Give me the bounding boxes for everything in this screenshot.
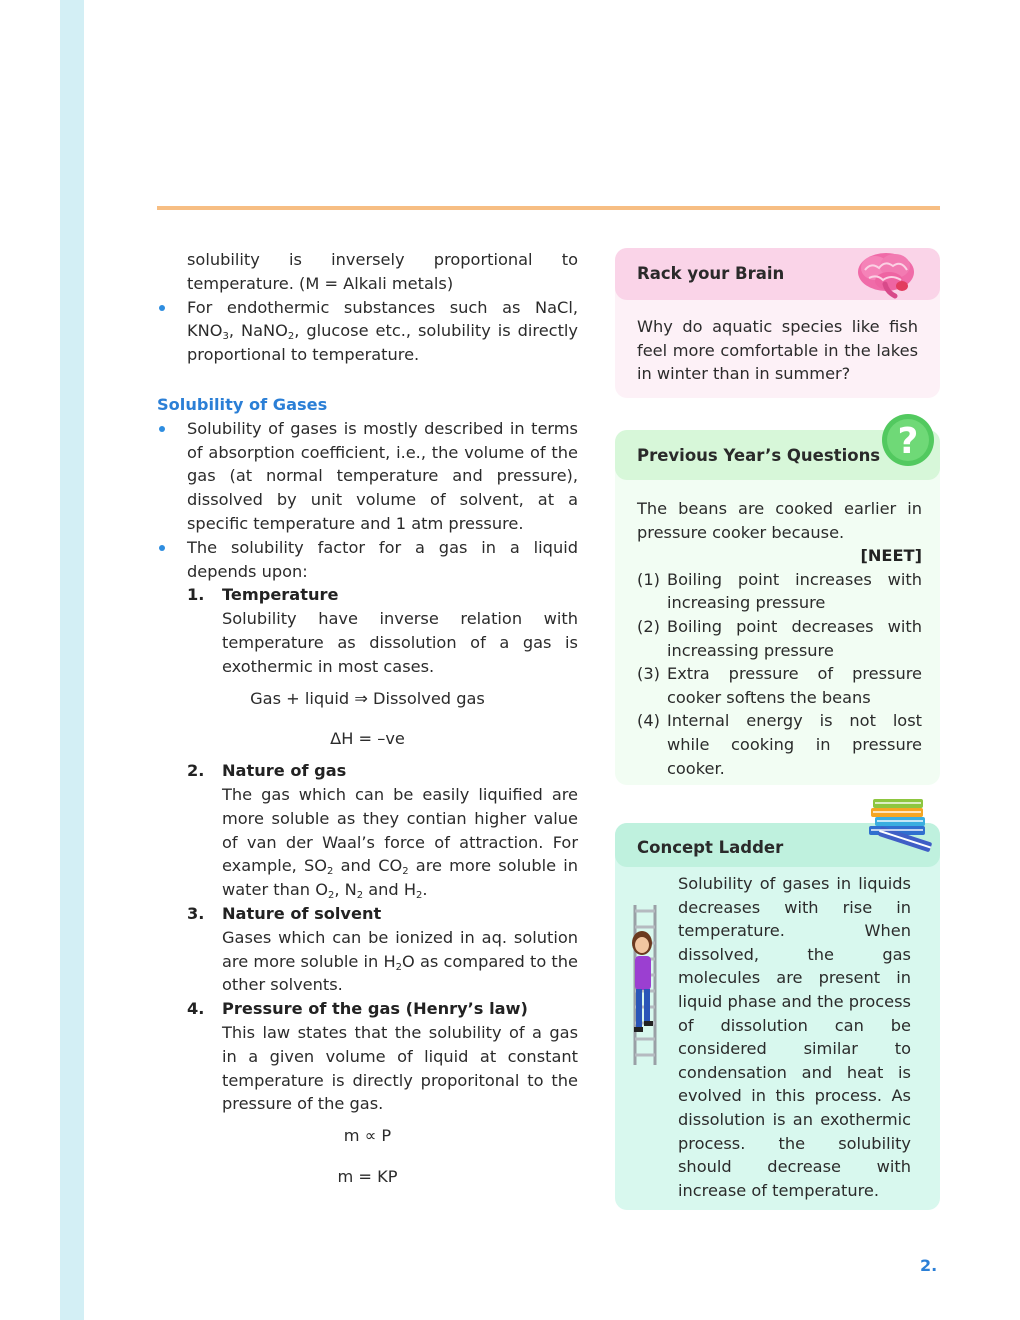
item-heading: Pressure of the gas (Henry’s law) xyxy=(222,999,528,1019)
pyq-title: Previous Year’s Questions xyxy=(637,446,881,465)
item-heading: Nature of gas xyxy=(222,761,347,781)
previous-years-questions-box xyxy=(615,421,940,785)
section-title: Solubility of Gases xyxy=(157,394,328,414)
equation-gas-liquid: Gas + liquid ⇒ Dissolved gas xyxy=(250,688,485,708)
side-strip xyxy=(60,0,84,1320)
item-heading: Temperature xyxy=(222,585,339,605)
top-rule xyxy=(157,206,940,210)
bullet-absorption: Solubility of gases is mostly described in terms of absorption coefficient, i.e., the volume of the gas (at normal temperature and pressure), dissolved by unit volume of solvent, at a specific temperature and 1 atm pressure. xyxy=(157,417,578,536)
bullet-endothermic: For endothermic substances such as NaCl, $KNO_3$, NaNO$_2$, glucose etc., solubility is directly proportional to temperature. xyxy=(157,296,578,367)
rack-your-brain-header xyxy=(615,248,940,300)
girl-climbing-ladder-icon xyxy=(629,901,669,1069)
main-column xyxy=(157,248,578,1189)
concept-ladder-header xyxy=(615,823,940,867)
equation-proportional: m ∝ P xyxy=(343,1126,392,1146)
page-number: 2. xyxy=(920,1256,938,1275)
pyq-option: (4) Internal energy is not lost while cooking in pressure cooker. xyxy=(637,711,922,778)
pyq-header xyxy=(615,421,940,480)
bullet-factors: The solubility factor for a gas in a liquid depends upon: xyxy=(157,536,578,584)
pyq-body xyxy=(615,480,940,780)
item-nature-of-solvent: 3. Nature of solvent Gases which can be ionized in aq. solution are more soluble in $H_2O$ as compared to the other solvents. xyxy=(187,903,578,995)
concept-ladder-box xyxy=(615,823,940,1210)
question-mark-icon xyxy=(881,413,935,467)
continued-text: solubility is inversely proportional to temperature. (M = Alkali metals) xyxy=(187,250,578,293)
books-icon xyxy=(867,797,939,859)
rack-your-brain-box xyxy=(615,248,940,398)
pyq-question: The beans are cooked earlier in pressure cooker because. xyxy=(637,499,922,542)
item-heading: Nature of solvent xyxy=(222,903,382,923)
rack-your-brain-text: Why do aquatic species like fish feel more comfortable in the lakes in winter than in summer? xyxy=(637,317,918,384)
pyq-option: (2) Boiling point decreases with increassing pressure xyxy=(637,616,922,660)
item-henrys-law: 4. Pressure of the gas (Henry’s law) This law states that the solubility of a gas in a given volume of liquid at constant temperature is directly proporitonal to the pressure of the gas. xyxy=(187,999,578,1114)
svg-text:?: ? xyxy=(897,421,919,462)
concept-ladder-title: Concept Ladder xyxy=(637,838,784,857)
pyq-tag: [NEET] xyxy=(860,546,922,566)
equation-enthalpy: ΔH = –ve xyxy=(330,729,405,749)
rack-your-brain-title: Rack your Brain xyxy=(637,264,785,283)
item-temperature: 1. Temperature Solubility have inverse relation with temperature as dissolution of a gas is exothermic in most cases. xyxy=(187,585,578,676)
pyq-option: (1) Boiling point increases with increasing pressure xyxy=(637,569,922,613)
pyq-option: (3) Extra pressure of pressure cooker softens the beans xyxy=(637,664,922,707)
brain-icon xyxy=(855,248,919,302)
equation-henry: m = KP xyxy=(337,1166,398,1186)
concept-ladder-text: Solubility of gases in liquids decreases with rise in temperature. When dissolved, the gas molecules are present in liquid phase and the process of dissolution can be considered similar to condensation and heat is evolved in this process. As dissolution is an exothermic process. the solubility should decrease with increase of temperature. xyxy=(678,874,911,1200)
item-nature-of-gas: 2. Nature of gas The gas which can be easily liquified are more soluble as they contian higher value of van der Waal’s force of attraction. For example, $SO_2$ and $CO_2$ are more soluble in water than $O_2$, $N_2$ and $H_2$. xyxy=(187,761,578,902)
